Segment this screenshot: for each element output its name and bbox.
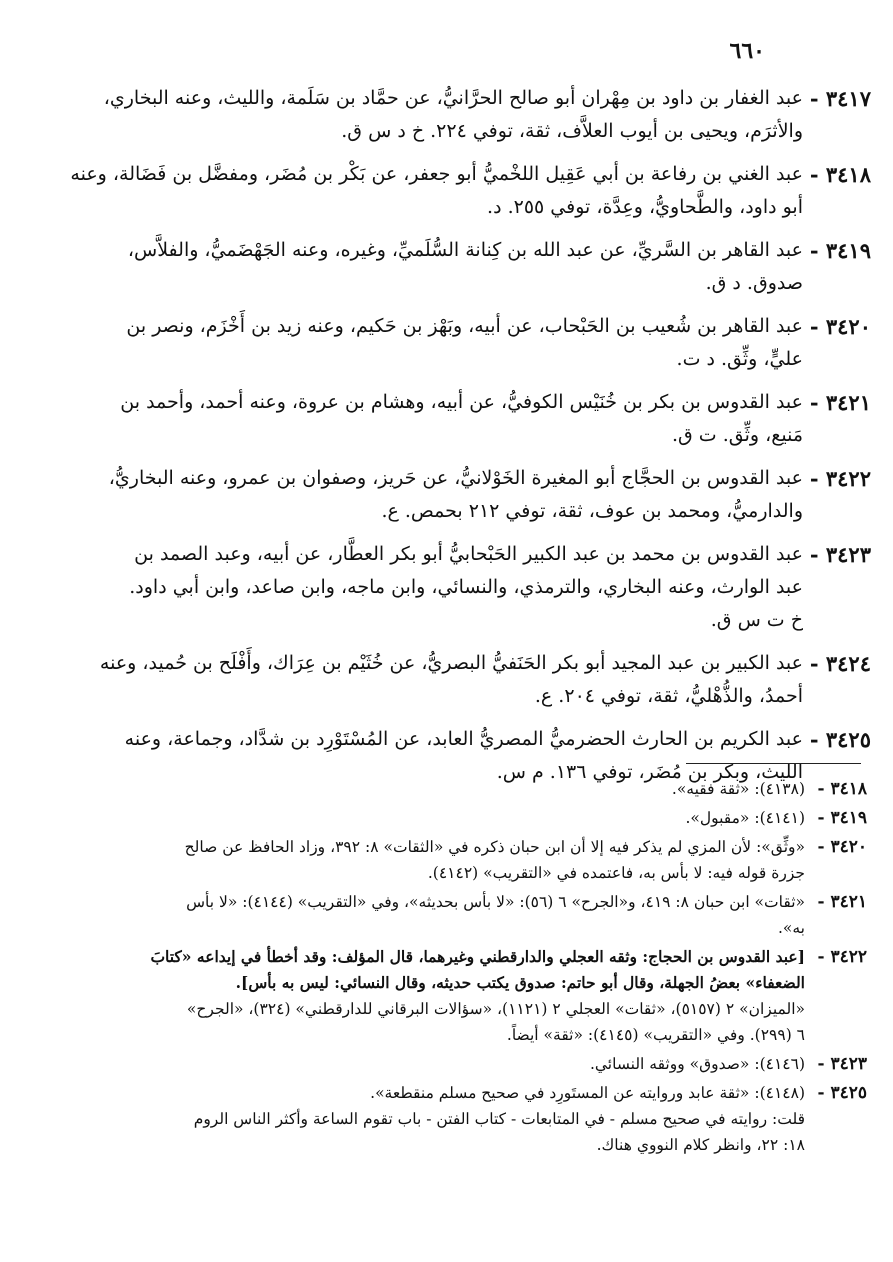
footnote-text xyxy=(26,805,805,831)
footnote-text xyxy=(26,776,805,802)
footnote xyxy=(26,1051,867,1077)
footnote-line: «الميزان» ٢ (٥١٥٧)، «ثقات» العجلي ٢ (١١٢١)، «سؤالات البرقاني للدارقطني» (٣٢٤)، «الجرح» xyxy=(186,1000,805,1018)
footnote-line: «ثقات» ابن حبان ٨: ٤١٩، و«الجرح» ٦ (٥٦): «لا بأس بحديثه»، وفي «التقريب» (٤١٤٤): «لا بأس xyxy=(186,893,805,911)
footnote-number: ٣٤١٨ - xyxy=(817,779,867,799)
footnote-divider xyxy=(686,763,861,764)
entry-text xyxy=(26,82,803,148)
entry-line: أبو داود، والطَّحاويُّ، وعِدَّة، توفي ٢٥٥. د. xyxy=(487,196,803,218)
entry-line: عبد الغفار بن داود بن مِهْران أبو صالح الحرَّانيُّ، عن حمَّاد بن سَلَمة، والليث، وعنه البخاري، xyxy=(103,87,803,109)
entry-number: ٣٤٢١ - xyxy=(809,390,871,415)
entry-text xyxy=(26,462,803,528)
entry xyxy=(26,158,871,224)
footnote-text xyxy=(26,944,805,1048)
entry xyxy=(26,386,871,452)
footnote-line: قلت: روايته في صحيح مسلم - في المتابعات - كتاب الفتن - باب تقوم الساعة وأكثر الناس الروم xyxy=(193,1110,805,1128)
entry-line: والأثرَم، ويحيى بن أيوب العلاَّف، ثقة، توفي ٢٢٤. خ د س ق. xyxy=(341,120,803,142)
entry-line: عبد الغني بن رفاعة بن أبي عَقِيل اللخْميُّ أبو جعفر، عن بَكْر بن مُضَر، ومفضَّل بن فَضَالة، وعنه xyxy=(70,163,803,185)
footnotes xyxy=(26,776,867,1161)
footnote-number: ٣٤٢٢ - xyxy=(817,947,867,967)
entry xyxy=(26,462,871,528)
entry-text xyxy=(26,386,803,452)
entry xyxy=(26,538,871,637)
entry-number: ٣٤٢٥ - xyxy=(809,727,871,752)
entry-line: عبد القدوس بن محمد بن عبد الكبير الحَبْحابيُّ أبو بكر العطَّار، عن أبيه، وعبد الصمد بن xyxy=(134,543,803,565)
entry-text xyxy=(26,158,803,224)
entry-number: ٣٤١٧ - xyxy=(809,86,871,111)
entry-text xyxy=(26,234,803,300)
entry-line: عبد القاهر بن السَّريِّ، عن عبد الله بن كِنانة السُّلَميِّ، وغيره، وعنه الجَهْضَميُّ، والفلاَّس، xyxy=(127,239,803,261)
entry-number: ٣٤٢٤ - xyxy=(809,651,871,676)
footnote-line: «وثِّق»: لأن المزي لم يذكر فيه إلا أن ابن حبان ذكره في «الثقات» ٨: ٣٩٢، وزاد الحافظ عن صالح xyxy=(184,838,805,856)
entry-line: أحمدُ، والذُّهْليُّ، ثقة، توفي ٢٠٤. ع. xyxy=(534,685,803,707)
footnote-number: ٣٤١٩ - xyxy=(817,808,867,828)
footnote xyxy=(26,889,867,941)
entry-number: ٣٤٢٢ - xyxy=(809,466,871,491)
footnote xyxy=(26,834,867,886)
footnote xyxy=(26,776,867,802)
footnote-number: ٣٤٢١ - xyxy=(817,892,867,912)
entry-line: عبد الكبير بن عبد المجيد أبو بكر الحَنَفيُّ البصريُّ، عن خُثَيْم بن عِرَاك، وأَفْلَح بن حُميد، وعنه xyxy=(99,652,803,674)
entry-line: والدارميُّ، ومحمد بن عوف، ثقة، توفي ٢١٢ بحمص. ع. xyxy=(381,500,803,522)
footnote-line: (٤١٤٦): «صدوق» ووثقه النسائي. xyxy=(589,1055,805,1073)
footnote-line: به». xyxy=(777,919,805,937)
entry xyxy=(26,82,871,148)
entry-line: صدوق. د ق. xyxy=(705,272,803,294)
footnote-line: ٦ (٢٩٩). وفي «التقريب» (٤١٤٥): «ثقة» أيضاً. xyxy=(506,1026,805,1044)
page-number: ٦٦٠ xyxy=(729,38,765,64)
footnote-line: (٤١٤٨): «ثقة عابد وروايته عن المستَورِد في صحيح مسلم منقطعة». xyxy=(370,1084,805,1102)
entry xyxy=(26,234,871,300)
footnote xyxy=(26,805,867,831)
footnote-line-bold: [عبد القدوس بن الحجاج: وثقه العجلي والدارقطني وغيرهما، قال المؤلف: وقد أخطأ في إيداعه «كتابَ xyxy=(150,947,805,966)
entry-line: عبد القدوس بن بكر بن خُنَيْس الكوفيُّ، عن أبيه، وهشام بن عروة، وعنه أحمد، وأحمد بن xyxy=(120,391,803,413)
footnote-line: (٤١٤١): «مقبول». xyxy=(685,809,805,827)
entry-line: مَنيع، وثِّق. ت ق. xyxy=(671,424,803,446)
entry-number: ٣٤٢٠ - xyxy=(809,314,871,339)
entry-line: عبد القاهر بن شُعيب بن الحَبْحاب، عن أبيه، وبَهْز بن حَكيم، وعنه زيد بن أَخْزَم، ونصر بن xyxy=(126,315,803,337)
entry-line: خ ت س ق. xyxy=(710,609,803,631)
entry-line: عليٍّ، وثِّق. د ت. xyxy=(676,348,803,370)
entry-number: ٣٤٢٣ - xyxy=(809,542,871,567)
entry-text xyxy=(26,647,803,713)
entry-line: عبد الوارث، وعنه البخاري، والترمذي، والنسائي، وابن ماجه، وابن صاعد، وابن أبي داود. xyxy=(129,576,803,598)
footnote-line: (٤١٣٨): «ثقة فقيه». xyxy=(671,780,805,798)
footnote-number: ٣٤٢٥ - xyxy=(817,1083,867,1103)
footnote-text xyxy=(26,834,805,886)
entry-line: الليث، وبكر بن مُضَر، توفي ١٣٦. م س. xyxy=(496,761,803,783)
entry-text xyxy=(26,538,803,637)
footnote-text xyxy=(26,889,805,941)
footnote-text xyxy=(26,1080,805,1158)
entry-number: ٣٤١٨ - xyxy=(809,162,871,187)
footnote-line: ١٨: ٢٢، وانظر كلام النووي هناك. xyxy=(596,1136,805,1154)
entry-number: ٣٤١٩ - xyxy=(809,238,871,263)
footnote-number: ٣٤٢٣ - xyxy=(817,1054,867,1074)
entry-text xyxy=(26,310,803,376)
footnote-number: ٣٤٢٠ - xyxy=(817,837,867,857)
entry xyxy=(26,647,871,713)
entries-list xyxy=(26,82,871,799)
entry-line: عبد القدوس بن الحجَّاج أبو المغيرة الخَوْلانيُّ، عن حَريز، وصفوان بن عمرو، وعنه البخاريُّ، xyxy=(108,467,803,489)
footnote-line: جزرة قوله فيه: لا بأس به، فاعتمده في «التقريب» (٤١٤٢). xyxy=(427,864,805,882)
footnote xyxy=(26,1080,867,1158)
footnote-text xyxy=(26,1051,805,1077)
entry xyxy=(26,310,871,376)
footnote xyxy=(26,944,867,1048)
entry-line: عبد الكريم بن الحارث الحضرميُّ المصريُّ العابد، عن المُسْتَوْرِد بن شدَّاد، وجماعة، وعنه xyxy=(124,728,803,750)
footnote-line-bold: الضعفاء» بعضُ الجهلة، وقال أبو حاتم: صدوق يكتب حديثه، وقال النسائي: ليس به بأس]. xyxy=(235,973,805,992)
